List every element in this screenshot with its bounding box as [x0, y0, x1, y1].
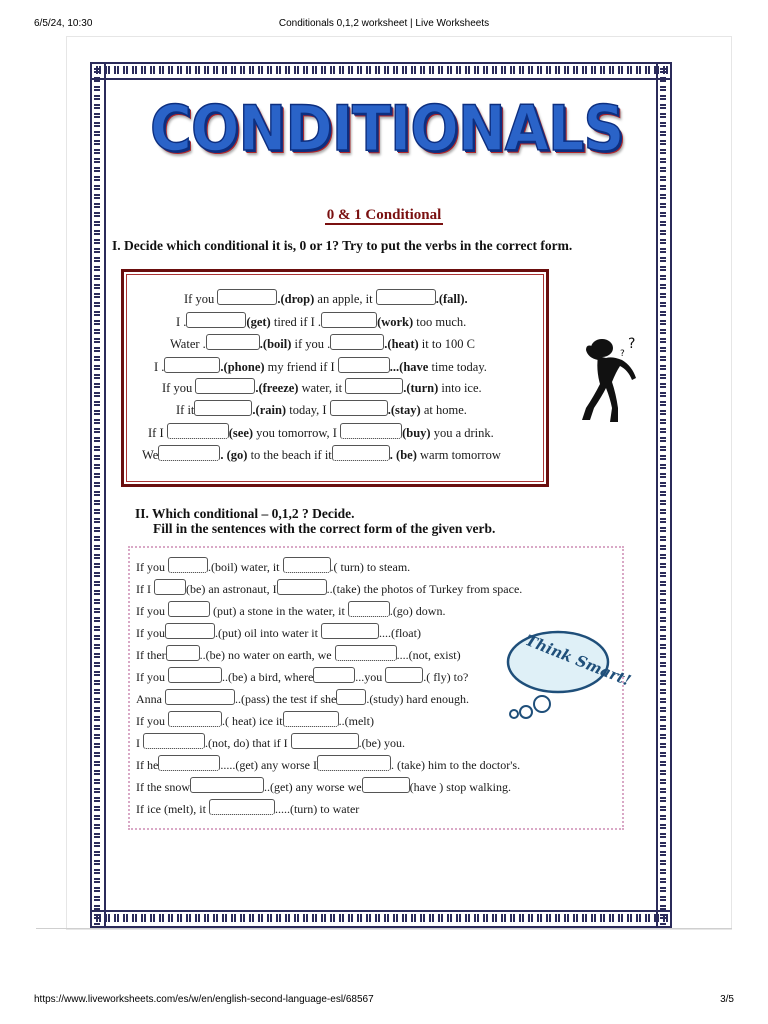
answer-blank[interactable] — [143, 733, 205, 749]
s2-line-5: If ther ..(be) no water on earth, we ....(not, exist) — [136, 645, 461, 663]
answer-blank[interactable] — [362, 777, 410, 793]
answer-blank[interactable] — [206, 334, 260, 350]
answer-blank[interactable] — [217, 289, 277, 305]
section1-instruction: I. Decide which conditional it is, 0 or 1? Try to put the verbs in the correct form. — [112, 238, 573, 253]
section2-instruction-line1: II. Which conditional – 0,1,2 ? Decide. — [135, 506, 355, 521]
answer-blank[interactable] — [166, 645, 200, 661]
answer-blank[interactable] — [158, 755, 220, 771]
answer-blank[interactable] — [321, 312, 377, 328]
print-page-count: 3/5 — [720, 994, 734, 1005]
answer-blank[interactable] — [313, 667, 355, 683]
think-smart-bubble-icon — [498, 628, 634, 724]
answer-blank[interactable] — [168, 601, 210, 617]
answer-blank[interactable] — [385, 667, 423, 683]
answer-blank[interactable] — [338, 357, 390, 373]
s2-line-9: I .(not, do) that if I .(be) you. — [136, 733, 405, 751]
s2-line-7: Anna ..(pass) the test if she .(study) hard enough. — [136, 689, 469, 707]
answer-blank[interactable] — [209, 799, 275, 815]
s1-line-4: I . .(phone) my friend if I ...(have time today. — [154, 357, 487, 375]
answer-blank[interactable] — [330, 400, 388, 416]
s2-line-12: If ice (melt), it .....(turn) to water — [136, 799, 359, 817]
answer-blank[interactable] — [167, 423, 229, 439]
border-left — [90, 62, 106, 928]
answer-blank[interactable] — [345, 378, 403, 394]
s1-line-8: We . (go) to the beach if it . (be) warm tomorrow — [142, 445, 501, 463]
thinking-figure-icon — [576, 336, 646, 428]
answer-blank[interactable] — [158, 445, 220, 461]
answer-blank[interactable] — [283, 711, 339, 727]
worksheet-title: CONDITIONALS — [150, 92, 624, 165]
answer-blank[interactable] — [330, 334, 384, 350]
print-page-title: Conditionals 0,1,2 worksheet | Live Worksheets — [278, 18, 490, 29]
answer-blank[interactable] — [291, 733, 359, 749]
s1-line-3: Water . .(boil) if you . .(heat) it to 100 C — [170, 334, 475, 352]
answer-blank[interactable] — [154, 579, 186, 595]
answer-blank[interactable] — [194, 400, 252, 416]
answer-blank[interactable] — [165, 689, 235, 705]
answer-blank[interactable] — [317, 755, 391, 771]
answer-blank[interactable] — [283, 557, 331, 573]
s1-line-7: If I (see) you tomorrow, I (buy) you a drink. — [148, 423, 494, 441]
print-url: https://www.liveworksheets.com/es/w/en/english-second-language-esl/68567 — [34, 994, 374, 1005]
answer-blank[interactable] — [168, 667, 222, 683]
answer-blank[interactable] — [186, 312, 246, 328]
answer-blank[interactable] — [195, 378, 255, 394]
s1-line-5: If you .(freeze) water, it .(turn) into ice. — [162, 378, 482, 396]
s2-line-6: If you ..(be) a bird, where ...you .( fly) to? — [136, 667, 468, 685]
border-bottom — [90, 910, 672, 928]
answer-blank[interactable] — [190, 777, 264, 793]
s2-line-1: If you .(boil) water, it .( turn) to steam. — [136, 557, 410, 575]
bubble-text: Think Smart! — [522, 631, 634, 690]
s2-line-10: If he .....(get) any worse I . (take) him to the doctor's. — [136, 755, 520, 773]
answer-blank[interactable] — [348, 601, 390, 617]
s2-line-4: If you .(put) oil into water it ....(float) — [136, 623, 421, 641]
section1-heading: 0 & 1 Conditional — [326, 207, 442, 223]
svg-text:?: ? — [620, 349, 625, 359]
answer-blank[interactable] — [321, 623, 379, 639]
svg-text:?: ? — [628, 336, 636, 352]
border-top — [90, 62, 672, 80]
answer-blank[interactable] — [376, 289, 436, 305]
s2-line-11: If the snow ..(get) any worse we (have ) stop walking. — [136, 777, 511, 795]
border-right — [656, 62, 672, 928]
answer-blank[interactable] — [332, 445, 390, 461]
s2-line-2: If I (be) an astronaut, I ..(take) the photos of Turkey from space. — [136, 579, 522, 597]
s2-line-3: If you (put) a stone in the water, it .(go) down. — [136, 601, 445, 619]
answer-blank[interactable] — [335, 645, 397, 661]
answer-blank[interactable] — [336, 689, 366, 705]
s1-line-1: If you .(drop) an apple, it .(fall). — [184, 289, 468, 307]
answer-blank[interactable] — [168, 557, 208, 573]
print-header — [0, 18, 768, 32]
s2-line-8: If you .( heat) ice it ..(melt) — [136, 711, 374, 729]
answer-blank[interactable] — [340, 423, 402, 439]
page-separator — [36, 928, 732, 929]
s1-line-2: I . (get) tired if I . (work) too much. — [176, 312, 466, 330]
s1-line-6: If it .(rain) today, I .(stay) at home. — [176, 400, 467, 418]
answer-blank[interactable] — [168, 711, 222, 727]
section2-instruction-line2: Fill in the sentences with the correct form of the given verb. — [153, 521, 496, 536]
answer-blank[interactable] — [164, 357, 220, 373]
print-footer — [0, 994, 768, 1008]
answer-blank[interactable] — [165, 623, 215, 639]
answer-blank[interactable] — [277, 579, 327, 595]
print-datetime: 6/5/24, 10:30 — [34, 18, 93, 29]
